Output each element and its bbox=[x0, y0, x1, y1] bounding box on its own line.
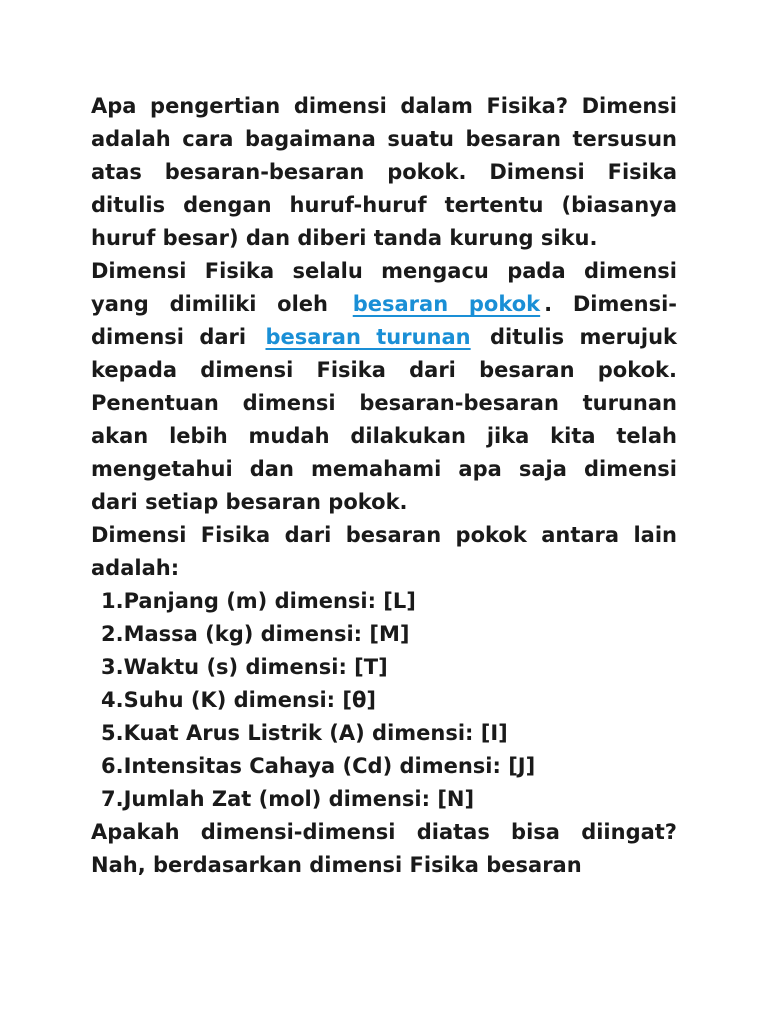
link-besaran-turunan[interactable]: besaran turunan bbox=[265, 325, 471, 349]
list-item: 2.Massa (kg) dimensi: [M] bbox=[101, 622, 410, 646]
list-item: 4.Suhu (K) dimensi: [θ] bbox=[101, 688, 376, 712]
list-item: 6.Intensitas Cahaya (Cd) dimensi: [J] bbox=[101, 754, 536, 778]
paragraph-intro: Apa pengertian dimensi dalam Fisika? Dimensi adalah cara bagaimana suatu besaran tersusun atas besaran-besaran pokok. Dimensi Fisika ditulis dengan huruf-huruf tertentu (biasanya huruf besar) dan diberi tanda kurung siku. bbox=[91, 94, 677, 250]
document-body bbox=[91, 90, 677, 882]
paragraph-dimensi-text-1: Dimensi Fisika selalu mengacu pada dimensi yang dimiliki oleh bbox=[91, 259, 677, 316]
dimension-list bbox=[91, 585, 677, 816]
paragraph-dimensi-text-3: ditulis merujuk kepada dimensi Fisika dari besaran pokok. Penentuan dimensi besaran-besaran turunan akan lebih mudah dilakukan jika kita telah mengetahui dan memahami apa saja dimensi dari setiap besaran pokok. bbox=[91, 325, 678, 514]
list-item: 1.Panjang (m) dimensi: [L] bbox=[101, 589, 416, 613]
link-besaran-pokok[interactable]: besaran pokok bbox=[352, 292, 541, 316]
paragraph-dimensi-text-2: . Dimensi-dimensi dari bbox=[91, 292, 677, 349]
paragraph-list-intro: Dimensi Fisika dari besaran pokok antara lain adalah: bbox=[91, 523, 677, 580]
list-item: 3.Waktu (s) dimensi: [T] bbox=[101, 655, 388, 679]
list-item: 5.Kuat Arus Listrik (A) dimensi: [I] bbox=[101, 721, 508, 745]
list-item: 7.Jumlah Zat (mol) dimensi: [N] bbox=[101, 787, 475, 811]
paragraph-closing: Apakah dimensi-dimensi diatas bisa diingat? Nah, berdasarkan dimensi Fisika besaran bbox=[91, 820, 677, 877]
paragraph-dimensi bbox=[91, 255, 677, 519]
